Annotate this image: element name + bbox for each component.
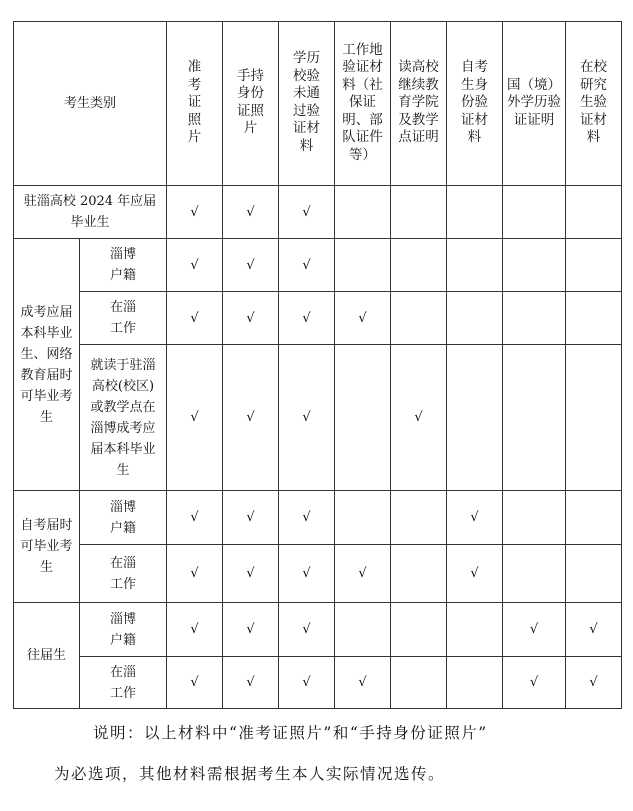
check-cell: √ xyxy=(279,491,335,545)
check-cell: √ xyxy=(223,292,279,345)
note-line-1: 说明：以上材料中“准考证照片”和“手持身份证照片” xyxy=(93,724,488,742)
check-cell: √ xyxy=(391,345,447,491)
header-col-6: 自考生身份验证材料 xyxy=(447,22,503,186)
empty-cell xyxy=(335,239,391,292)
empty-cell xyxy=(447,345,503,491)
check-cell: √ xyxy=(223,491,279,545)
header-col-3: 学历校验未通过验证材料 xyxy=(279,22,335,186)
group-category: 自考届时可毕业考生 xyxy=(14,491,80,603)
table-row xyxy=(14,239,622,292)
group-category: 成考应届本科毕业生、网络教育届时可毕业考生 xyxy=(14,239,80,491)
header-row xyxy=(14,22,622,186)
check-cell: √ xyxy=(503,657,566,709)
empty-cell xyxy=(566,186,622,239)
table-row xyxy=(14,292,622,345)
note-line-2: 为必选项，其他材料需根据考生本人实际情况选传。 xyxy=(54,765,446,783)
check-cell: √ xyxy=(279,603,335,657)
header-col-2: 手持身份证照片 xyxy=(223,22,279,186)
check-cell: √ xyxy=(167,491,223,545)
row-category: 驻淄高校 2024 年应届毕业生 xyxy=(14,186,167,239)
sub-category: 在淄工作 xyxy=(80,657,167,709)
sub-category: 就读于驻淄高校(校区)或教学点在淄博成考应届本科毕业生 xyxy=(80,345,167,491)
header-col-4: 工作地验证材料（社保证明、部队证件等） xyxy=(335,22,391,186)
empty-cell xyxy=(391,186,447,239)
check-cell: √ xyxy=(223,239,279,292)
check-cell: √ xyxy=(335,657,391,709)
check-cell: √ xyxy=(279,186,335,239)
empty-cell xyxy=(447,186,503,239)
check-cell: √ xyxy=(167,345,223,491)
table-row xyxy=(14,491,622,545)
empty-cell xyxy=(447,603,503,657)
check-cell: √ xyxy=(279,345,335,491)
check-cell: √ xyxy=(167,545,223,603)
sub-category: 淄博户籍 xyxy=(80,603,167,657)
empty-cell xyxy=(447,239,503,292)
check-cell: √ xyxy=(566,657,622,709)
check-cell: √ xyxy=(223,345,279,491)
header-col-5: 读高校继续教育学院及教学点证明 xyxy=(391,22,447,186)
empty-cell xyxy=(503,186,566,239)
empty-cell xyxy=(335,603,391,657)
check-cell: √ xyxy=(223,545,279,603)
materials-table xyxy=(13,21,622,709)
table-row xyxy=(14,545,622,603)
empty-cell xyxy=(391,292,447,345)
empty-cell xyxy=(391,491,447,545)
check-cell: √ xyxy=(279,657,335,709)
empty-cell xyxy=(503,491,566,545)
check-cell: √ xyxy=(167,657,223,709)
check-cell: √ xyxy=(503,603,566,657)
empty-cell xyxy=(391,657,447,709)
empty-cell xyxy=(335,186,391,239)
table-row xyxy=(14,603,622,657)
table-row xyxy=(14,657,622,709)
check-cell: √ xyxy=(279,239,335,292)
check-cell: √ xyxy=(447,545,503,603)
empty-cell xyxy=(566,545,622,603)
empty-cell xyxy=(503,239,566,292)
check-cell: √ xyxy=(335,292,391,345)
table-row xyxy=(14,345,622,491)
header-col-1: 准考证照片 xyxy=(167,22,223,186)
empty-cell xyxy=(335,491,391,545)
empty-cell xyxy=(447,657,503,709)
sub-category: 在淄工作 xyxy=(80,292,167,345)
group-category: 往届生 xyxy=(14,603,80,709)
check-cell: √ xyxy=(279,545,335,603)
check-cell: √ xyxy=(167,186,223,239)
empty-cell xyxy=(391,545,447,603)
sub-category: 淄博户籍 xyxy=(80,491,167,545)
check-cell: √ xyxy=(447,491,503,545)
empty-cell xyxy=(391,603,447,657)
table-row xyxy=(14,186,622,239)
check-cell: √ xyxy=(223,186,279,239)
empty-cell xyxy=(503,545,566,603)
check-cell: √ xyxy=(279,292,335,345)
check-cell: √ xyxy=(566,603,622,657)
header-col-8: 在校研究生验证材料 xyxy=(566,22,622,186)
sub-category: 淄博户籍 xyxy=(80,239,167,292)
empty-cell xyxy=(335,345,391,491)
empty-cell xyxy=(503,292,566,345)
empty-cell xyxy=(566,292,622,345)
empty-cell xyxy=(566,345,622,491)
empty-cell xyxy=(391,239,447,292)
empty-cell xyxy=(566,239,622,292)
empty-cell xyxy=(447,292,503,345)
check-cell: √ xyxy=(167,239,223,292)
check-cell: √ xyxy=(223,657,279,709)
empty-cell xyxy=(503,345,566,491)
check-cell: √ xyxy=(167,603,223,657)
sub-category: 在淄工作 xyxy=(80,545,167,603)
check-cell: √ xyxy=(223,603,279,657)
check-cell: √ xyxy=(335,545,391,603)
check-cell: √ xyxy=(167,292,223,345)
header-col-7: 国（境）外学历验证证明 xyxy=(503,22,566,186)
header-category: 考生类别 xyxy=(14,22,167,186)
empty-cell xyxy=(566,491,622,545)
